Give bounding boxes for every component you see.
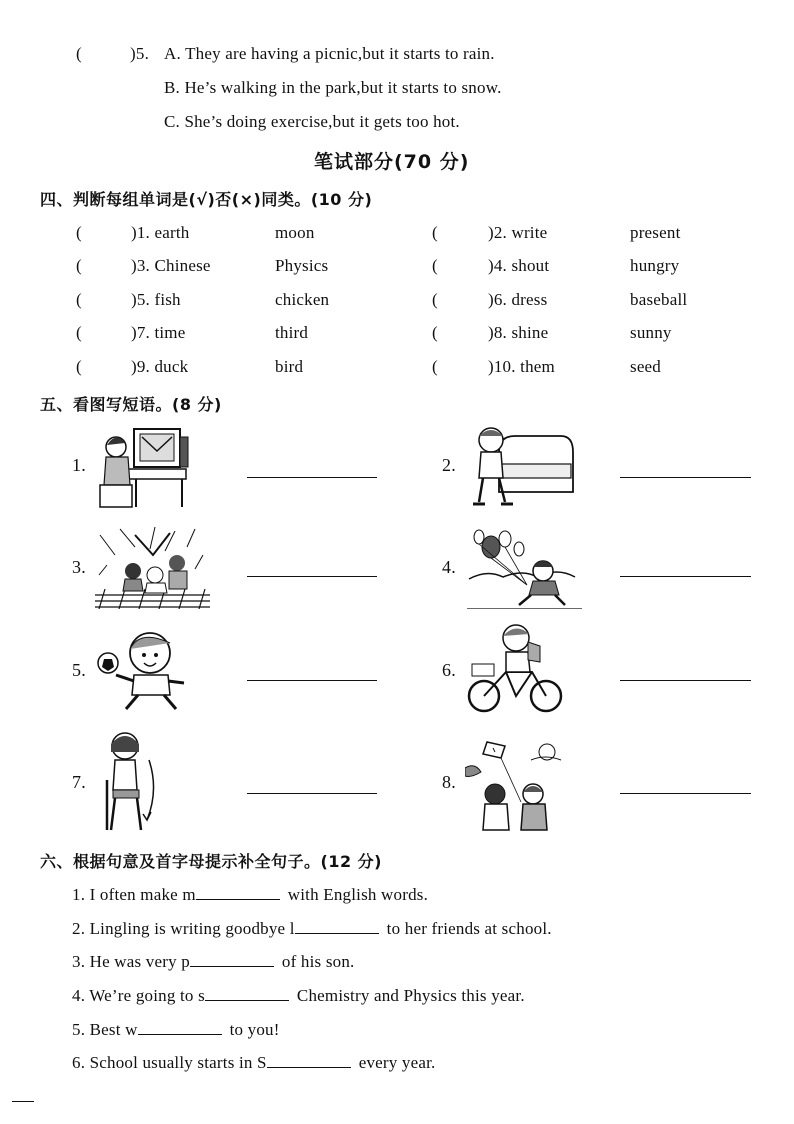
pic-label-7: 7. bbox=[72, 772, 86, 792]
answer-line-8[interactable] bbox=[620, 793, 751, 794]
picture-kite-icon bbox=[465, 738, 565, 832]
q5-answer-blank[interactable] bbox=[90, 44, 128, 66]
pic-label-2: 2. bbox=[442, 455, 456, 475]
answer-line-1[interactable] bbox=[247, 477, 377, 478]
sentence-row bbox=[72, 883, 428, 905]
word-item-second-word: third bbox=[275, 323, 309, 342]
sentence-suffix: to you! bbox=[229, 1020, 280, 1039]
word-item-second-word: bird bbox=[275, 357, 304, 376]
word-item-answer-blank[interactable] bbox=[446, 357, 484, 379]
word-item-first-word: )10. them bbox=[488, 357, 555, 376]
sentence-prefix: 3. He was very p bbox=[72, 952, 190, 971]
word-item-bracket: ( bbox=[432, 290, 438, 309]
sentence-row bbox=[72, 1051, 435, 1073]
word-item-first-word: )5. fish bbox=[131, 290, 181, 309]
word-item-bracket: ( bbox=[76, 256, 82, 275]
word-item-bracket: ( bbox=[76, 357, 82, 376]
pic-label-6: 6. bbox=[442, 660, 456, 680]
sentence-prefix: 4. We’re going to s bbox=[72, 986, 205, 1005]
q5-number: )5. bbox=[130, 44, 150, 63]
sentence-blank[interactable] bbox=[196, 883, 280, 900]
word-item-answer-blank[interactable] bbox=[446, 290, 484, 312]
answer-line-3[interactable] bbox=[247, 576, 377, 577]
word-item-answer-blank[interactable] bbox=[90, 256, 128, 278]
word-item-bracket: ( bbox=[76, 323, 82, 342]
pic-label-1: 1. bbox=[72, 455, 86, 475]
answer-line-6[interactable] bbox=[620, 680, 751, 681]
sentence-blank[interactable] bbox=[295, 917, 379, 934]
word-item-bracket: ( bbox=[432, 323, 438, 342]
sentence-prefix: 6. School usually starts in S bbox=[72, 1053, 267, 1072]
section6-title: 六、根据句意及首字母提示补全句子。(12 分) bbox=[40, 852, 382, 871]
answer-line-2[interactable] bbox=[620, 477, 751, 478]
word-item-first-word: )6. dress bbox=[488, 290, 548, 309]
answer-line-7[interactable] bbox=[247, 793, 377, 794]
word-item-answer-blank[interactable] bbox=[446, 256, 484, 278]
sentence-prefix: 5. Best w bbox=[72, 1020, 138, 1039]
sentence-blank[interactable] bbox=[267, 1051, 351, 1068]
section5-title: 五、看图写短语。(8 分) bbox=[40, 395, 222, 414]
word-item-answer-blank[interactable] bbox=[90, 323, 128, 345]
word-item-bracket: ( bbox=[432, 357, 438, 376]
sentence-blank[interactable] bbox=[205, 984, 289, 1001]
word-item-second-word: seed bbox=[630, 357, 662, 376]
sentence-suffix: every year. bbox=[358, 1053, 436, 1072]
word-item-first-word: )2. write bbox=[488, 223, 548, 242]
word-item-second-word: hungry bbox=[630, 256, 680, 275]
word-item-first-word: )8. shine bbox=[488, 323, 549, 342]
written-part-title: 笔试部分(70 分) bbox=[314, 151, 470, 173]
word-item-first-word: )4. shout bbox=[488, 256, 550, 275]
word-item-answer-blank[interactable] bbox=[90, 223, 128, 245]
sentence-suffix: to her friends at school. bbox=[386, 919, 552, 938]
sentence-blank[interactable] bbox=[190, 950, 274, 967]
word-item-second-word: chicken bbox=[275, 290, 330, 309]
pic-label-4: 4. bbox=[442, 557, 456, 577]
sentence-prefix: 2. Lingling is writing goodbye l bbox=[72, 919, 295, 938]
sentence-prefix: 1. I often make m bbox=[72, 885, 196, 904]
word-item-answer-blank[interactable] bbox=[90, 357, 128, 379]
word-item-first-word: )9. duck bbox=[131, 357, 189, 376]
sentence-suffix: of his son. bbox=[281, 952, 355, 971]
pic-label-3: 3. bbox=[72, 557, 86, 577]
q5-bracket: ( bbox=[76, 44, 82, 63]
word-item-bracket: ( bbox=[76, 290, 82, 309]
word-item-second-word: moon bbox=[275, 223, 315, 242]
picture-sit-down-icon bbox=[93, 730, 163, 834]
sentence-suffix: with English words. bbox=[287, 885, 429, 904]
sentence-blank[interactable] bbox=[138, 1018, 222, 1035]
word-item-bracket: ( bbox=[432, 223, 438, 242]
word-item-second-word: present bbox=[630, 223, 681, 242]
word-item-second-word: Physics bbox=[275, 256, 329, 275]
page-corner-mark bbox=[12, 1101, 34, 1102]
sentence-row bbox=[72, 984, 525, 1006]
picture-sofa-icon bbox=[465, 422, 577, 510]
word-item-second-word: sunny bbox=[630, 323, 672, 342]
sentence-row bbox=[72, 950, 355, 972]
sentence-row bbox=[72, 1018, 280, 1040]
word-item-bracket: ( bbox=[76, 223, 82, 242]
sentence-suffix: Chemistry and Physics this year. bbox=[296, 986, 525, 1005]
section4-title: 四、判断每组单词是(√)否(×)同类。(10 分) bbox=[40, 190, 373, 209]
answer-line-5[interactable] bbox=[247, 680, 377, 681]
q5-option-b: B. He’s walking in the park,but it starts to snow. bbox=[164, 78, 502, 97]
pic-label-5: 5. bbox=[72, 660, 86, 680]
q5-option-a: A. They are having a picnic,but it starts to rain. bbox=[164, 44, 495, 63]
picture-computer-icon bbox=[96, 425, 206, 510]
picture-football-icon bbox=[96, 625, 188, 713]
picture-bicycle-icon bbox=[466, 622, 566, 714]
word-item-answer-blank[interactable] bbox=[446, 323, 484, 345]
word-item-second-word: baseball bbox=[630, 290, 688, 309]
picture-picnic-rain-icon bbox=[95, 525, 210, 609]
word-item-first-word: )1. earth bbox=[131, 223, 190, 242]
word-item-answer-blank[interactable] bbox=[90, 290, 128, 312]
word-item-first-word: )3. Chinese bbox=[131, 256, 211, 275]
word-item-bracket: ( bbox=[432, 256, 438, 275]
sentence-row bbox=[72, 917, 552, 939]
picture-balloons-running-icon bbox=[467, 525, 582, 609]
answer-line-4[interactable] bbox=[620, 576, 751, 577]
word-item-answer-blank[interactable] bbox=[446, 223, 484, 245]
pic-label-8: 8. bbox=[442, 772, 456, 792]
q5-option-c: C. She’s doing exercise,but it gets too hot. bbox=[164, 112, 460, 131]
word-item-first-word: )7. time bbox=[131, 323, 186, 342]
